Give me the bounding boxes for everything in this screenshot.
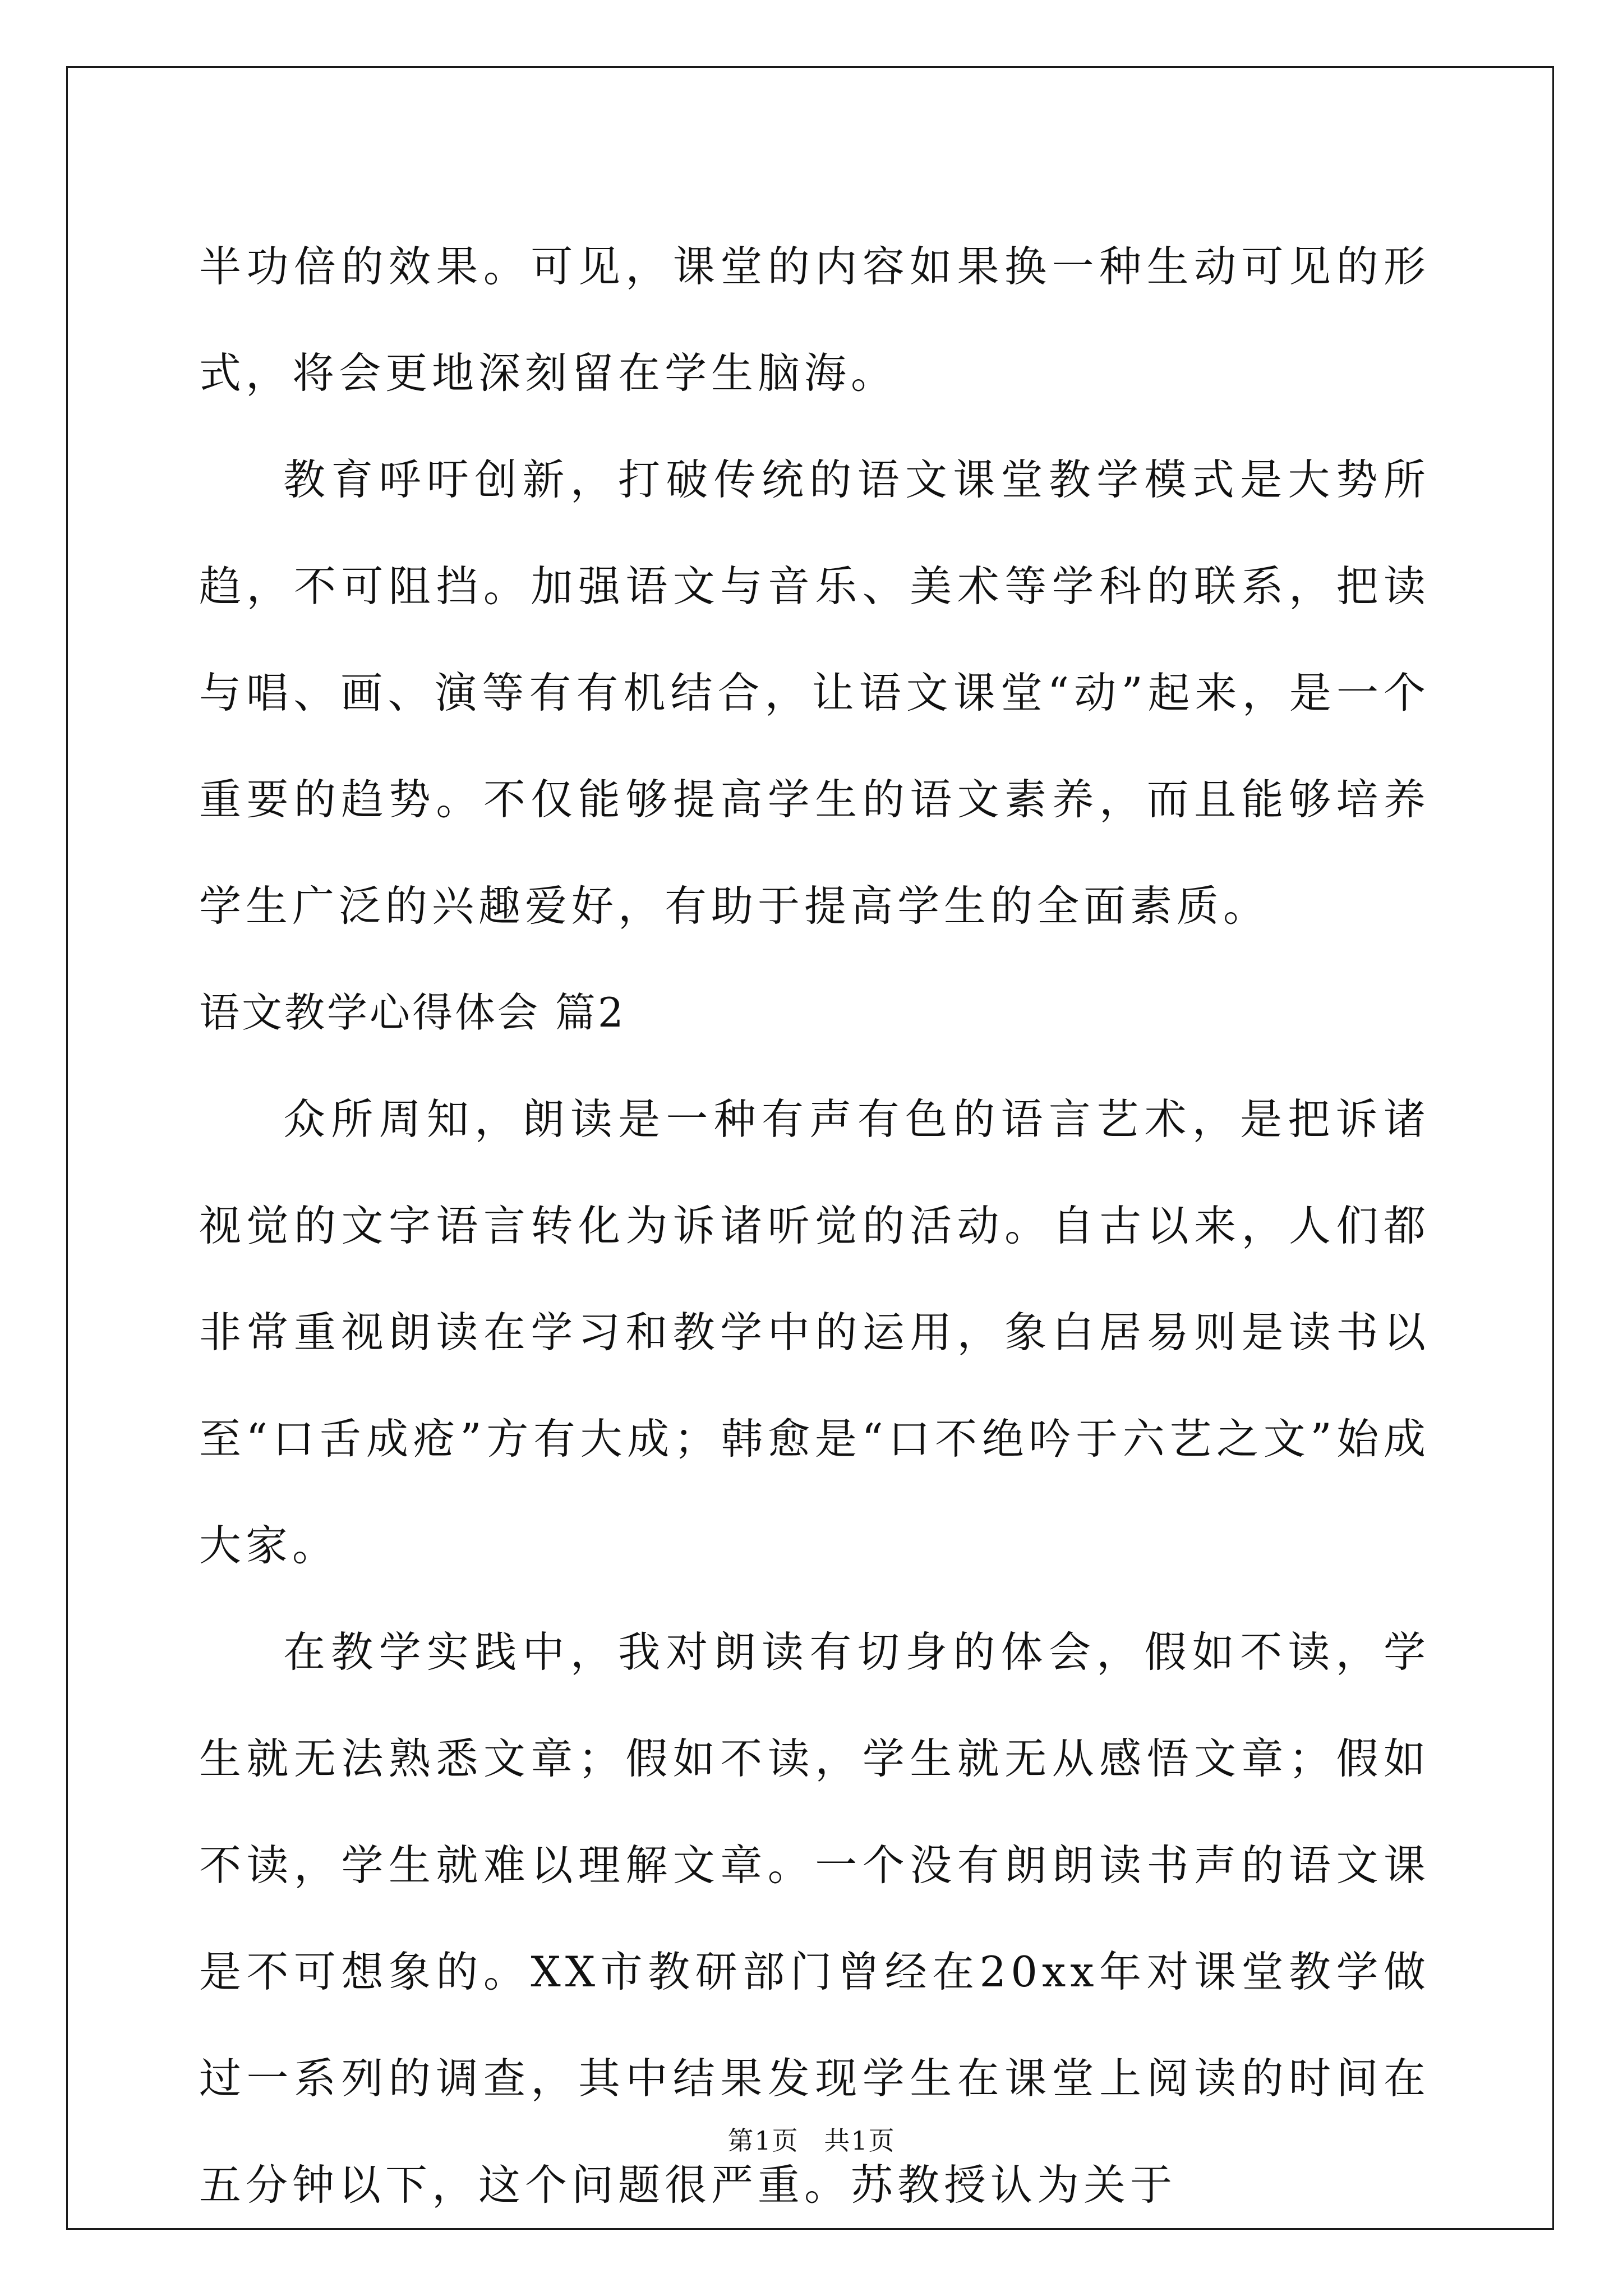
- page-footer: [0, 2120, 1623, 2157]
- paragraph: 教育呼吁创新，打破传统的语文课堂教学模式是大势所趋，不可阻挡。加强语文与音乐、美术等学科的联系，把读与唱、画、演等有有机结合，让语文课堂“动”起来，是一个重要的趋势。不仅能够提高学生的语文素养，而且能够培养学生广泛的兴趣爱好，有助于提高学生的全面素质。: [199, 455, 1430, 931]
- paragraph: 半功倍的效果。可见，课堂的内容如果换一种生动可见的形式，将会更地深刻留在学生脑海。: [199, 242, 1430, 398]
- paragraph: 众所周知，朗读是一种有声有色的语言艺术，是把诉诸视觉的文字语言转化为诉诸听觉的活动。自古以来，人们都非常重视朗读在学习和教学中的运用，象白居易则是读书以至“口舌成疮”方有大成；韩愈是“口不绝吟于六艺之文”始成大家。: [199, 1094, 1430, 1570]
- page-total: 共1页: [824, 2125, 896, 2156]
- section-heading: 语文教学心得体会 篇2: [199, 989, 626, 1036]
- document-body: [199, 213, 1430, 2238]
- page-number: 第1页: [727, 2125, 799, 2156]
- paragraph: 在教学实践中，我对朗读有切身的体会，假如不读，学生就无法熟悉文章；假如不读，学生就无从感悟文章；假如不读，学生就难以理解文章。一个没有朗朗读书声的语文课是不可想象的。XX市教研部门曾经在20xx年对课堂教学做过一系列的调查，其中结果发现学生在课堂上阅读的时间在五分钟以下，这个问题很严重。苏教授认为关于: [199, 1627, 1430, 2210]
